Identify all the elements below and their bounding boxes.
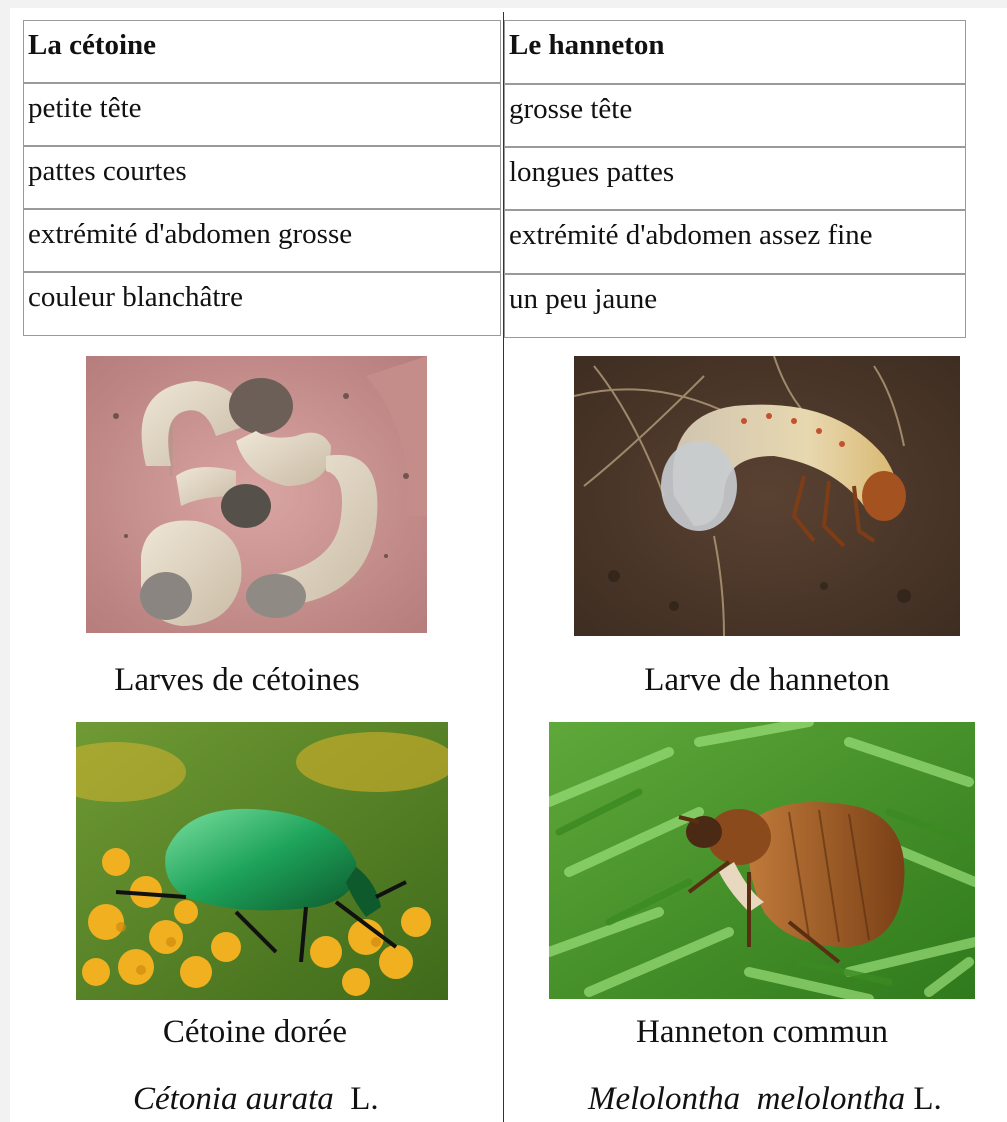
hanneton-larva-photo <box>574 356 960 636</box>
hanneton-latin-author: L. <box>913 1081 942 1117</box>
cetoine-doree-photo <box>76 722 448 1000</box>
cetoine-latin-binomial: Cétonia aurata <box>133 1081 334 1117</box>
table-cell-hanneton-4: un peu jaune <box>504 274 966 338</box>
table-cell-cetoine-2: pattes courtes <box>23 146 501 209</box>
table-cell-cetoine-4: couleur blanchâtre <box>23 272 501 336</box>
table-cell-hanneton-3: extrémité d'abdomen assez fine <box>504 210 966 274</box>
adult-hanneton-caption: Hanneton commun <box>635 1014 889 1050</box>
cetoine-larvae-photo <box>86 356 427 633</box>
hanneton-latin-genus: Melolontha <box>588 1081 741 1117</box>
larva-cetoine-caption: Larves de cétoines <box>114 662 360 698</box>
adult-cetoine-caption: Cétoine dorée <box>162 1014 348 1050</box>
larva-hanneton-caption: Larve de hanneton <box>644 662 890 698</box>
table-cell-cetoine-1: petite tête <box>23 83 501 146</box>
table-header-cetoine: La cétoine <box>23 20 501 83</box>
hanneton-commun-photo <box>549 722 975 999</box>
hanneton-latin-species: melolontha <box>756 1081 906 1117</box>
table-cell-hanneton-1: grosse tête <box>504 84 966 147</box>
table-cell-cetoine-3: extrémité d'abdomen grosse <box>23 209 501 272</box>
table-header-hanneton: Le hanneton <box>504 20 966 84</box>
cetoine-latin-name <box>133 1083 379 1116</box>
cetoine-latin-author: L. <box>350 1081 379 1117</box>
table-cell-hanneton-2: longues pattes <box>504 147 966 210</box>
hanneton-latin-name <box>588 1083 942 1116</box>
